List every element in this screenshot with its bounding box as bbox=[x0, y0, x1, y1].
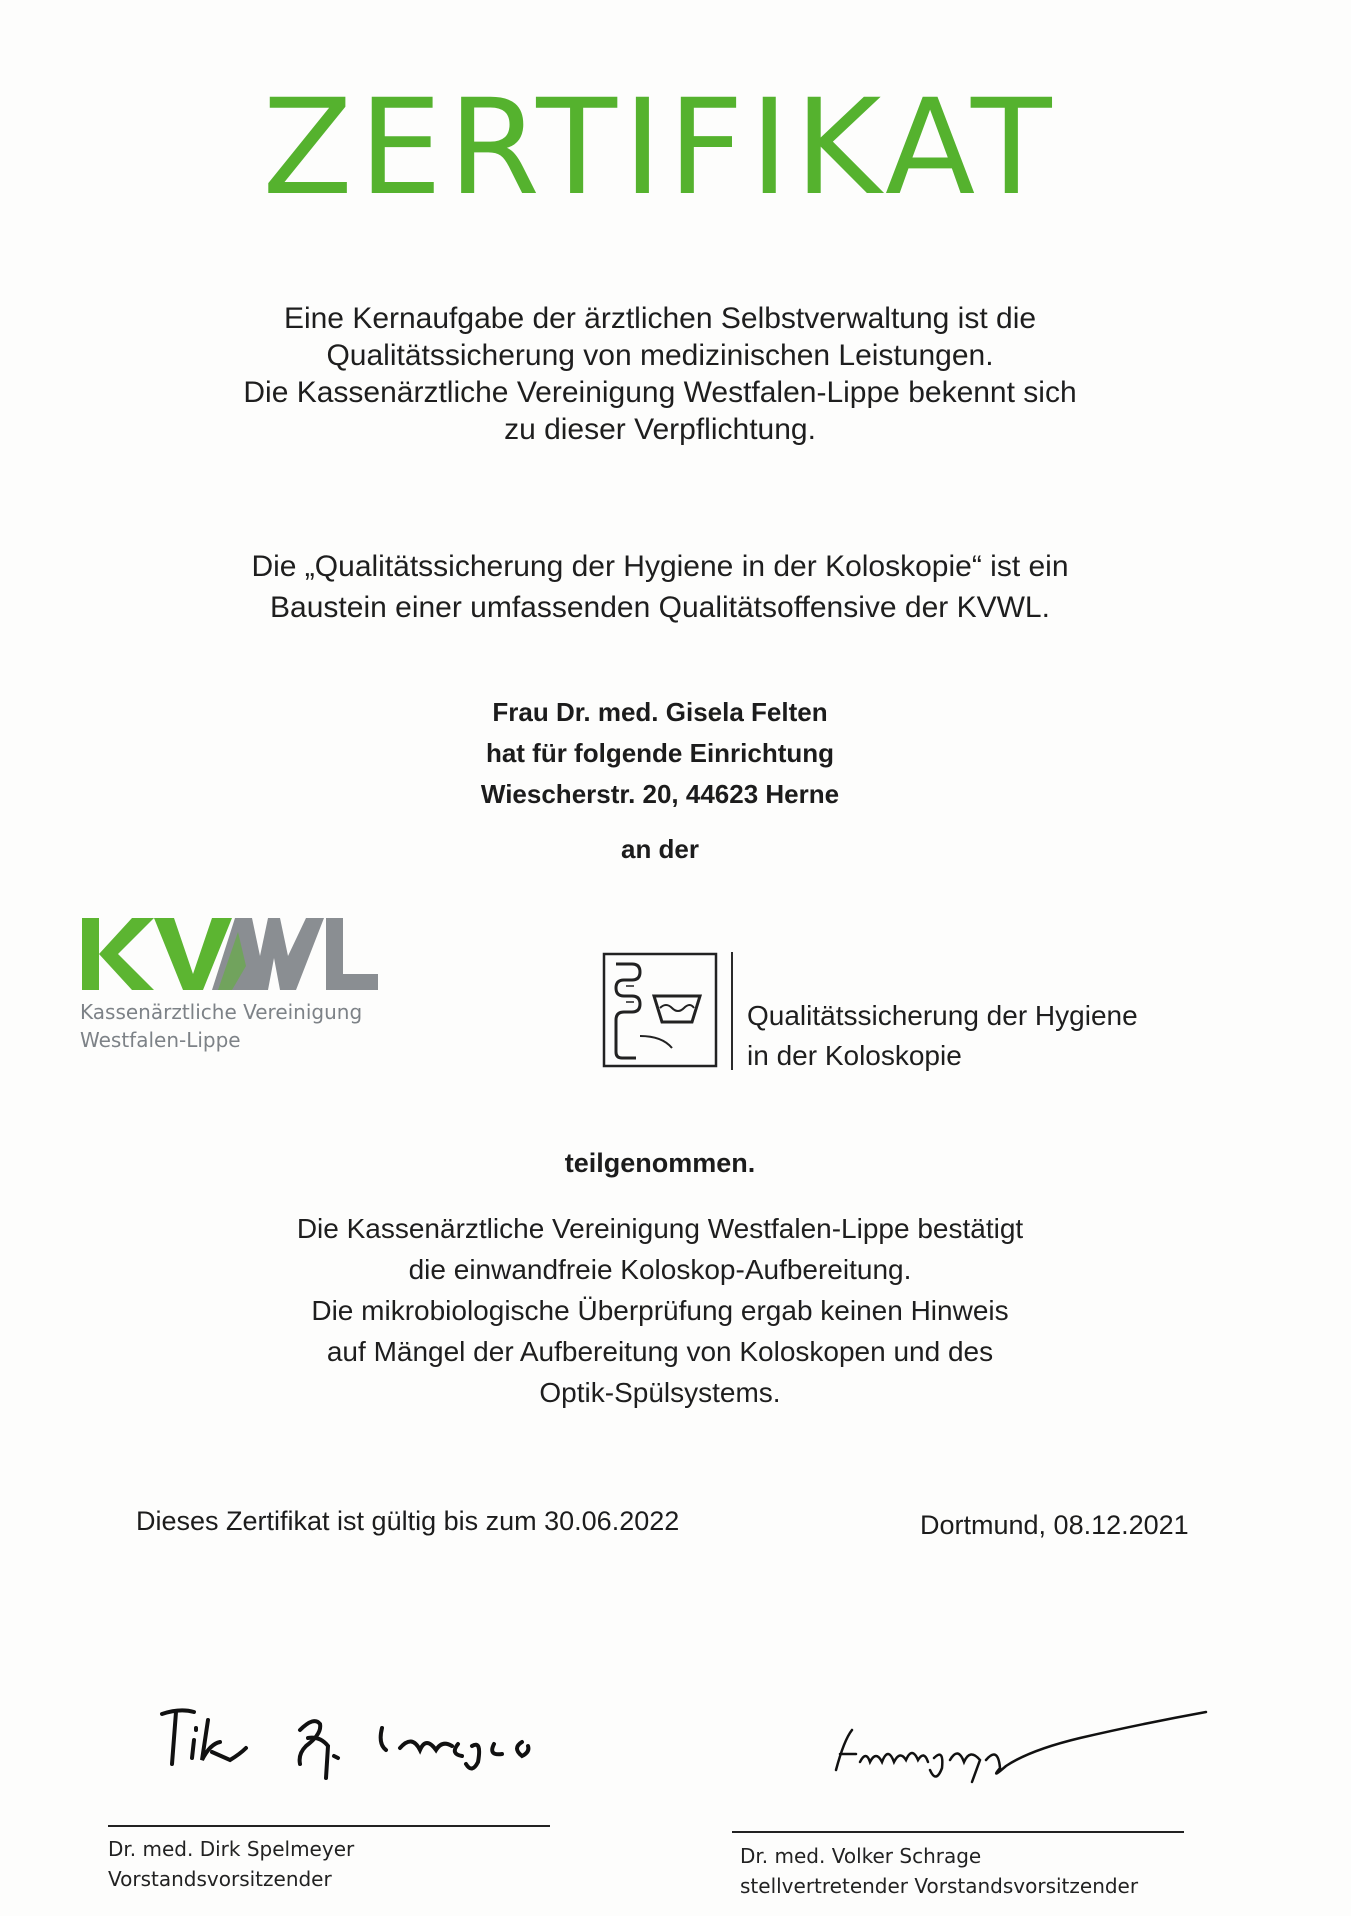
colonoscopy-hygiene-emblem-icon bbox=[602, 952, 742, 1070]
signature-left-icon bbox=[150, 1694, 600, 1784]
program-line: in der Koloskopie bbox=[747, 1040, 962, 1071]
signer-right bbox=[740, 1841, 1138, 1901]
kvwl-logo bbox=[80, 916, 400, 1054]
confirmation-line: auf Mängel der Aufbereitung von Koloskopen und des bbox=[326, 1336, 994, 1367]
signer-role: Vorstandsvorsitzender bbox=[108, 1867, 332, 1891]
intro-line: Die Kassenärztliche Vereinigung Westfalen-Lippe bekennt sich bbox=[243, 376, 1077, 409]
scope-line: Baustein einer umfassenden Qualitätsoffensive der KVWL. bbox=[270, 591, 1050, 624]
participated-text: teilgenommen. bbox=[564, 1148, 756, 1178]
an-der-text: an der bbox=[620, 834, 700, 864]
place-date: Dortmund, 08.12.2021 bbox=[920, 1510, 1189, 1540]
certificate-title: ZERTIFIKAT bbox=[262, 71, 1058, 225]
kvwl-subtitle-line: Westfalen-Lippe bbox=[80, 1028, 241, 1052]
intro-line: zu dieser Verpflichtung. bbox=[504, 413, 816, 446]
kvwl-wordmark-icon bbox=[80, 916, 380, 994]
signer-name: Dr. med. Dirk Spelmeyer bbox=[108, 1837, 355, 1861]
signer-name: Dr. med. Volker Schrage bbox=[740, 1844, 982, 1868]
intro-paragraph bbox=[0, 300, 1320, 448]
confirmation-line: Die mikrobiologische Überprüfung ergab keinen Hinweis bbox=[311, 1295, 1009, 1326]
program-name bbox=[747, 996, 1138, 1076]
signer-role: stellvertretender Vorstandsvorsitzender bbox=[740, 1874, 1139, 1898]
validity-text: Dieses Zertifikat ist gültig bis zum 30.06.2022 bbox=[136, 1506, 680, 1536]
confirmation-line: die einwandfreie Koloskop-Aufbereitung. bbox=[408, 1254, 912, 1285]
signature-right-icon bbox=[830, 1710, 1220, 1800]
facility-address: Wiescherstr. 20, 44623 Herne bbox=[480, 779, 840, 809]
kvwl-subtitle-line: Kassenärztliche Vereinigung bbox=[80, 1000, 363, 1024]
scope-line: Die „Qualitätssicherung der Hygiene in der Koloskopie“ ist ein bbox=[251, 550, 1069, 583]
signature-line-left bbox=[108, 1825, 550, 1827]
confirmation-line: Optik-Spülsystems. bbox=[539, 1377, 781, 1408]
scope-paragraph bbox=[0, 546, 1320, 628]
confirmation-paragraph bbox=[0, 1208, 1320, 1413]
signer-left bbox=[108, 1834, 354, 1894]
intro-line: Eine Kernaufgabe der ärztlichen Selbstverwaltung ist die bbox=[283, 302, 1037, 335]
emblem-divider bbox=[731, 952, 733, 1070]
confirmation-line: Die Kassenärztliche Vereinigung Westfalen-Lippe bestätigt bbox=[296, 1213, 1024, 1244]
recipient-line: hat für folgende Einrichtung bbox=[485, 738, 835, 768]
program-line: Qualitätssicherung der Hygiene bbox=[747, 1000, 1138, 1031]
kvwl-subtitle bbox=[80, 998, 400, 1054]
recipient-name: Frau Dr. med. Gisela Felten bbox=[492, 697, 828, 727]
signature-line-right bbox=[732, 1831, 1184, 1833]
recipient-block bbox=[0, 692, 1320, 815]
intro-line: Qualitätssicherung von medizinischen Leistungen. bbox=[326, 339, 994, 372]
